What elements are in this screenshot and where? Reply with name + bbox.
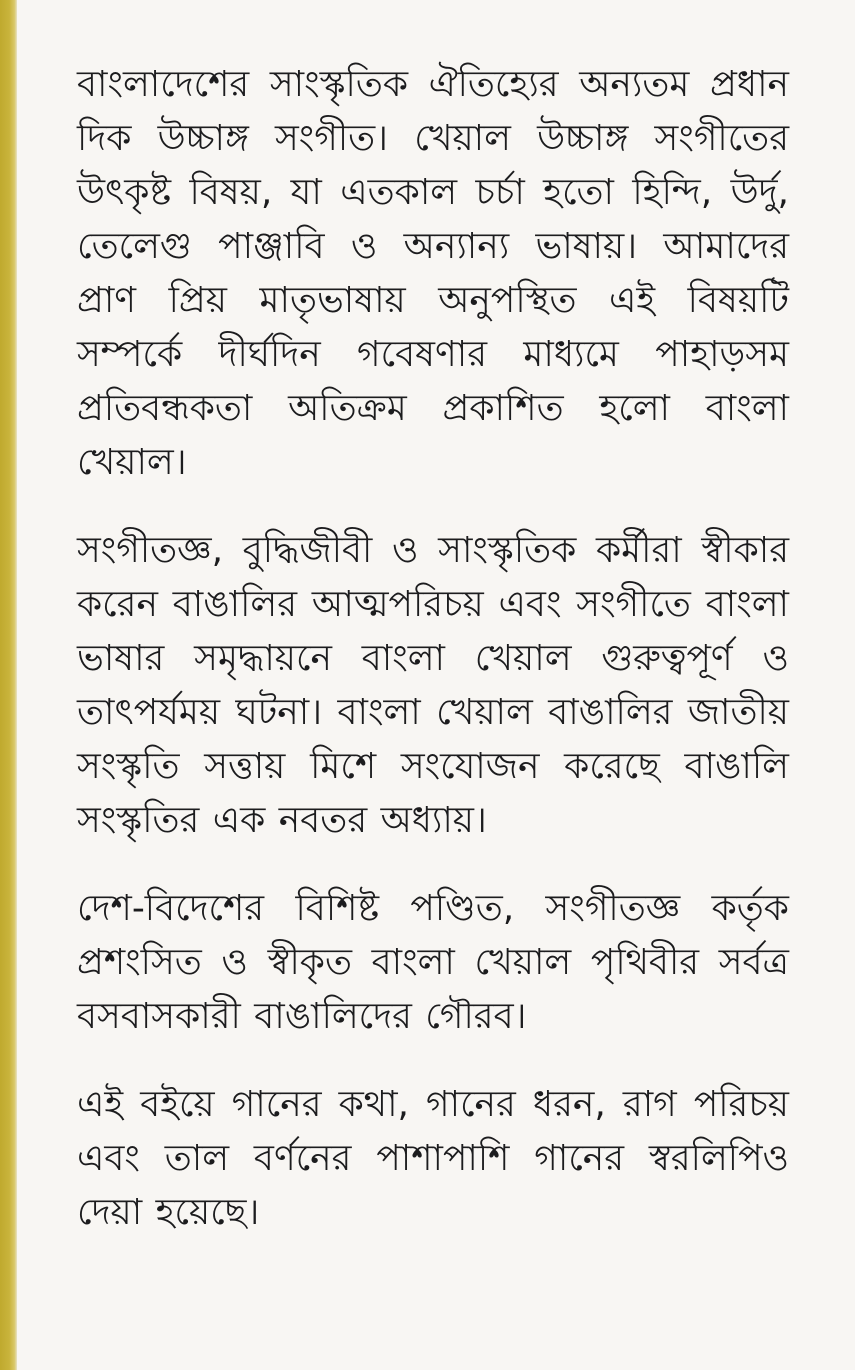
- paragraph-2: সংগীতজ্ঞ, বুদ্ধিজীবী ও সাংস্কৃতিক কর্মীরা স্বীকার করেন বাঙালির আত্মপরিচয় এবং সংগীতে বাংলা ভাষার সমৃদ্ধায়নে বাংলা খেয়াল গুরুত্বপূর্ণ ও তাৎপর্যময় ঘটনা। বাংলা খেয়াল বাঙালির জাতীয় সংস্কৃতি সত্তায় মিশে সংযোজন করেছে বাঙালি সংস্কৃতির এক নবতর অধ্যায়।: [77, 530, 789, 841]
- paragraph-1: বাংলাদেশের সাংস্কৃতিক ঐতিহ্যের অন্যতম প্রধান দিক উচ্চাঙ্গ সংগীত। খেয়াল উচ্চাঙ্গ সংগীতের উৎকৃষ্ট বিষয়, যা এতকাল চর্চা হতো হিন্দি, উর্দু, তেলেগু পাঞ্জাবি ও অন্যান্য ভাষায়। আমাদের প্রাণ প্রিয় মাতৃভাষায় অনুপস্থিত এই বিষয়টি সম্পর্কে দীর্ঘদিন গবেষণার মাধ্যমে পাহাড়সম প্রতিবন্ধকতা অতিক্রম প্রকাশিত হলো বাংলা খেয়াল।: [77, 64, 789, 483]
- book-spine-edge: [0, 0, 17, 1370]
- paragraph-4: এই বইয়ে গানের কথা, গানের ধরন, রাগ পরিচয় এবং তাল বর্ণনের পাশাপাশি গানের স্বরলিপিও দেয়া হয়েছে।: [77, 1084, 789, 1233]
- blurb-text: [77, 58, 789, 1240]
- paragraph-3: দেশ-বিদেশের বিশিষ্ট পণ্ডিত, সংগীতজ্ঞ কর্তৃক প্রশংসিত ও স্বীকৃত বাংলা খেয়াল পৃথিবীর সর্বত্র বসবাসকারী বাঙালিদের গৌরব।: [77, 888, 789, 1037]
- back-cover-page: [17, 0, 855, 1370]
